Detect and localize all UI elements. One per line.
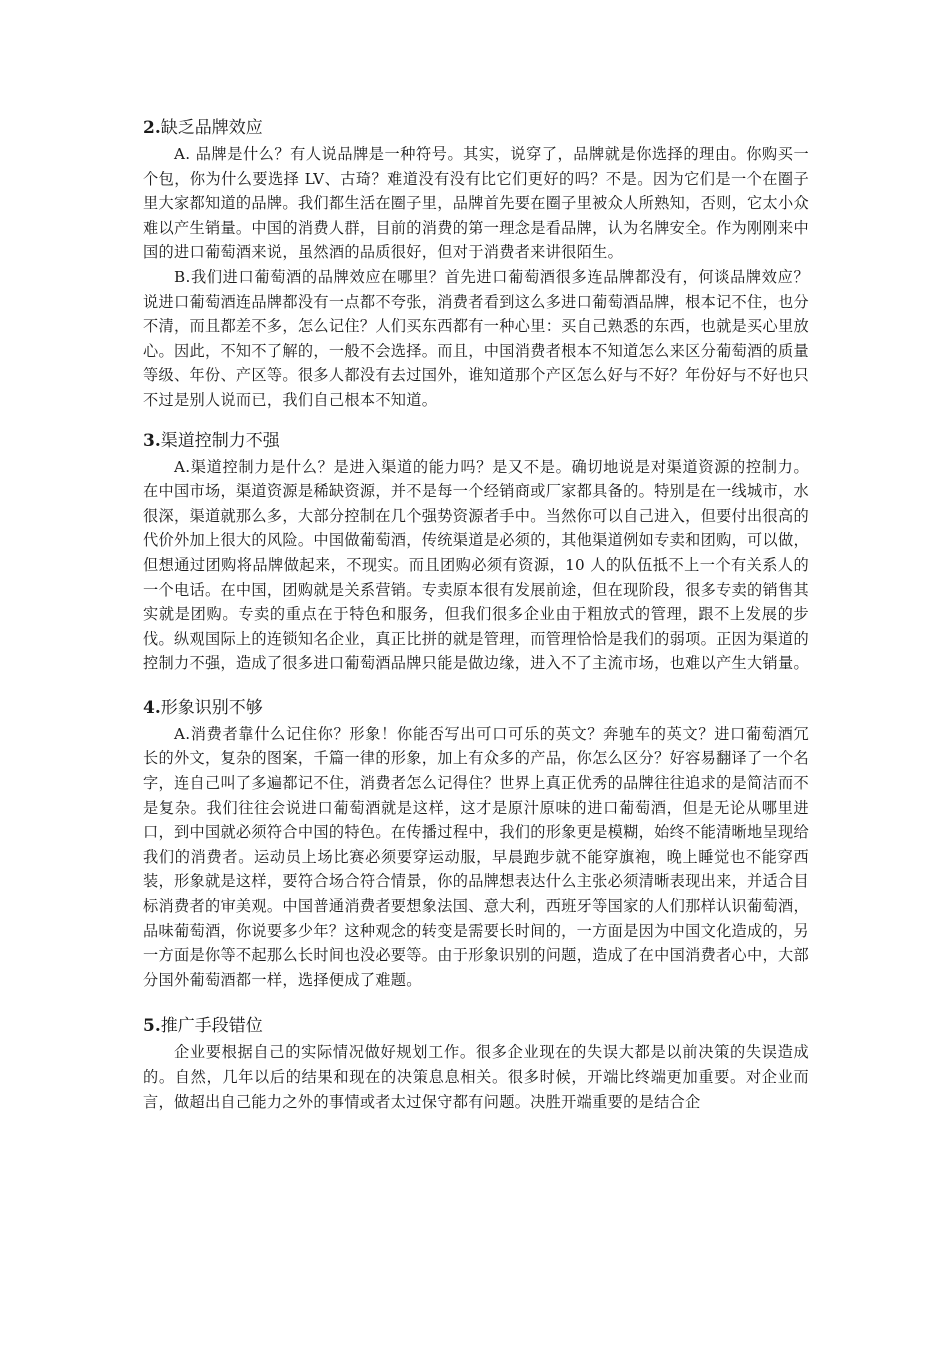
section-title: 形象识别不够	[160, 697, 263, 718]
section-number: 4.	[143, 697, 161, 718]
section-image-recognition	[143, 694, 809, 993]
section-title: 缺乏品牌效应	[160, 118, 263, 138]
section-channel-control	[143, 427, 809, 676]
section-heading	[143, 1012, 809, 1040]
section-promotion-misalignment	[143, 1012, 809, 1114]
section-title: 渠道控制力不强	[160, 430, 280, 451]
section-heading	[143, 427, 809, 455]
paragraph: A.消费者靠什么记住你？形象！你能否写出可口可乐的英文？奔驰车的英文？进口葡萄酒冗长的外文，复杂的图案，千篇一律的形象，加上有众多的产品，你怎么区分？好容易翻译了一个名字，连自己叫了多遍都记不住，消费者怎么记得住？世界上真正优秀的品牌往往追求的是简洁而不是复杂。我们往往会说进口葡萄酒就是这样，这才是原汁原味的进口葡萄酒，但是无论从哪里进口，到中国就必须符合中国的特色。在传播过程中，我们的形象更是模糊，始终不能清晰地呈现给我们的消费者。运动员上场比赛必须要穿运动服，早晨跑步就不能穿旗袍，晚上睡觉也不能穿西装，形象就是这样，要符合场合符合情景，你的品牌想表达什么主张必须清晰表现出来，并适合目标消费者的审美观。中国普通消费者要想象法国、意大利，西班牙等国家的人们那样认识葡萄酒，品味葡萄酒，你说要多少年？这种观念的转变是需要长时间的，一方面是因为中国文化造成的，另一方面是你等不起那么长时间也没必要等。由于形象识别的问题，造成了在中国消费者心中，大部分国外葡萄酒都一样，选择便成了难题。	[143, 724, 809, 989]
paragraph: A. 品牌是什么？有人说品牌是一种符号。其实，说穿了，品牌就是你选择的理由。你购买一个包，你为什么要选择 LV、古琦？难道没有没有比它们更好的吗？不是。因为它们是一个在圈子里大家都知道的品牌。我们都生活在圈子里，品牌首先要在圈子里被众人所熟知，否则，它太小众难以产生销量。中国的消费人群，目前的消费的第一理念是看品牌，认为名牌安全。作为刚刚来中国的进口葡萄酒来说，虽然酒的品质很好，但对于消费者来讲很陌生。	[143, 145, 809, 262]
section-number: 5.	[143, 1016, 161, 1037]
paragraph: 企业要根据自己的实际情况做好规划工作。很多企业现在的失误大都是以前决策的失误造成的。自然，几年以后的结果和现在的决策息息相关。很多时候，开端比终端更加重要。对企业而言，做超出自己能力之外的事情或者太过保守都有问题。决胜开端重要的是结合企	[143, 1043, 809, 1111]
paragraph: A.渠道控制力是什么？是进入渠道的能力吗？是又不是。确切地说是对渠道资源的控制力。在中国市场，渠道资源是稀缺资源，并不是每一个经销商或厂家都具备的。特别是在一线城市，水很深，渠道就那么多，大部分控制在几个强势资源者手中。当然你可以自己进入，但要付出很高的代价外加上很大的风险。中国做葡萄酒，传统渠道是必须的，其他渠道例如专卖和团购，可以做，但想通过团购将品牌做起来，不现实。而且团购必须有资源，10 人的队伍抵不上一个有关系人的一个电话。在中国，团购就是关系营销。专卖原本很有发展前途，但在现阶段，很多专卖的销售其实就是团购。专卖的重点在于特色和服务，但我们很多企业由于粗放式的管理，跟不上发展的步伐。纵观国际上的连锁知名企业，真正比拼的就是管理，而管理恰恰是我们的弱项。正因为渠道的控制力不强，造成了很多进口葡萄酒品牌只能是做边缘，进入不了主流市场，也难以产生大销量。	[143, 457, 809, 673]
document-content	[143, 114, 809, 1114]
paragraph: B.我们进口葡萄酒的品牌效应在哪里？首先进口葡萄酒很多连品牌都没有，何谈品牌效应？说进口葡萄酒连品牌都没有一点都不夸张，消费者看到这么多进口葡萄酒品牌，根本记不住，也分不清，而且都差不多，怎么记住？人们买东西都有一种心里：买自己熟悉的东西，也就是买心里放心。因此，不知不了解的，一般不会选择。而且，中国消费者根本不知道怎么来区分葡萄酒的质量等级、年份、产区等。很多人都没有去过国外，谁知道那个产区怎么好与不好？年份好与不好也只不过是别人说而已，我们自己根本不知道。	[143, 267, 809, 409]
section-title: 推广手段错位	[160, 1016, 263, 1037]
section-heading	[143, 694, 809, 722]
section-number: 3.	[143, 430, 161, 451]
section-heading	[143, 114, 809, 142]
section-number: 2.	[143, 118, 161, 138]
section-brand-effect	[143, 114, 809, 413]
